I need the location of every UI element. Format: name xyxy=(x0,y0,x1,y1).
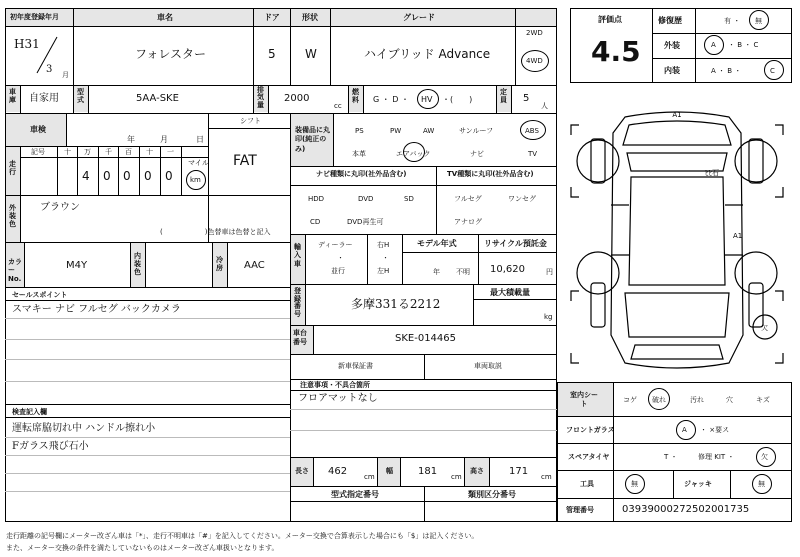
model-value: 5AA-SKE xyxy=(136,93,179,104)
mileage-digit: 4 xyxy=(82,169,90,183)
diagram-label-a1-top: A1 xyxy=(672,111,682,119)
digit-head: 十 xyxy=(64,148,71,156)
recycle-deposit: 10,620 xyxy=(490,264,525,275)
digit-head: 十 xyxy=(146,148,153,156)
door-count: 5 xyxy=(268,47,276,61)
capacity-value: 5 xyxy=(523,93,530,104)
digit-head: 万 xyxy=(84,148,91,156)
shape-header: 形状 xyxy=(302,13,318,22)
digit-head: 千 xyxy=(105,148,112,156)
height-value: 171 xyxy=(509,466,529,477)
shape-value: W xyxy=(305,47,317,61)
use-value: 自家用 xyxy=(29,93,59,104)
diagram-label-hiu: ﾋﾋ石 xyxy=(705,169,719,177)
color-no-value: M4Y xyxy=(66,260,88,271)
management-number: 03939000272502001735 xyxy=(622,504,750,515)
ac-value: AAC xyxy=(244,260,265,271)
km-unit: km xyxy=(190,176,201,184)
digit-head: 一 xyxy=(167,148,174,156)
footer-note-1: 走行距離の記号欄にメーター改ざん車は「*」、走行不明車は「#」を記入してください。メーター交換で合算表示した場合にも「$」は記入ください。 xyxy=(6,532,479,540)
diagram-label-ketsu: 欠 xyxy=(761,324,768,332)
fuel-hv: HV xyxy=(421,95,433,104)
mileage-digit: 0 xyxy=(165,169,173,183)
first-reg-era: H31 xyxy=(14,37,40,51)
length-value: 462 xyxy=(328,466,348,477)
inspector-line2: Fガラス飛び石小 xyxy=(12,441,89,452)
inspector-line1: 運転席脇切れ中 ハンドル擦れ小 xyxy=(12,423,156,434)
car-name: フォレスター xyxy=(135,47,207,61)
first-reg-header: 初年度登録年月 xyxy=(10,13,59,21)
chassis-number: SKE-014465 xyxy=(395,333,457,344)
mileage-digit: 0 xyxy=(123,169,131,183)
mileage-digit: 0 xyxy=(144,169,152,183)
mileage-digit: 0 xyxy=(103,169,111,183)
grade-value: ハイブリッド Advance xyxy=(364,47,491,61)
shift-value: FAT xyxy=(233,153,257,169)
width-value: 181 xyxy=(418,466,438,477)
first-reg-month: 3 xyxy=(46,64,53,75)
selling-points: スマキー ナビ フルセグ バックカメラ xyxy=(12,304,181,315)
notes-text: フロアマットなし xyxy=(298,393,378,404)
digit-head: 百 xyxy=(125,148,132,156)
footer-note-2: また、メーター交換の条件を満たしていないものはメーター改ざん車扱いとなります。 xyxy=(6,544,279,552)
registration-number: 多摩331る2212 xyxy=(351,297,441,311)
car-damage-diagram xyxy=(565,105,790,375)
score-value: 4.5 xyxy=(591,35,641,68)
color-value: ブラウン xyxy=(40,202,80,213)
name-header: 車名 xyxy=(157,13,173,22)
door-header: ドア xyxy=(264,13,280,22)
grade-header: グレード xyxy=(403,13,435,22)
displacement-value: 2000 xyxy=(284,93,310,104)
diagram-label-a1-mid: A1 xyxy=(733,232,743,240)
